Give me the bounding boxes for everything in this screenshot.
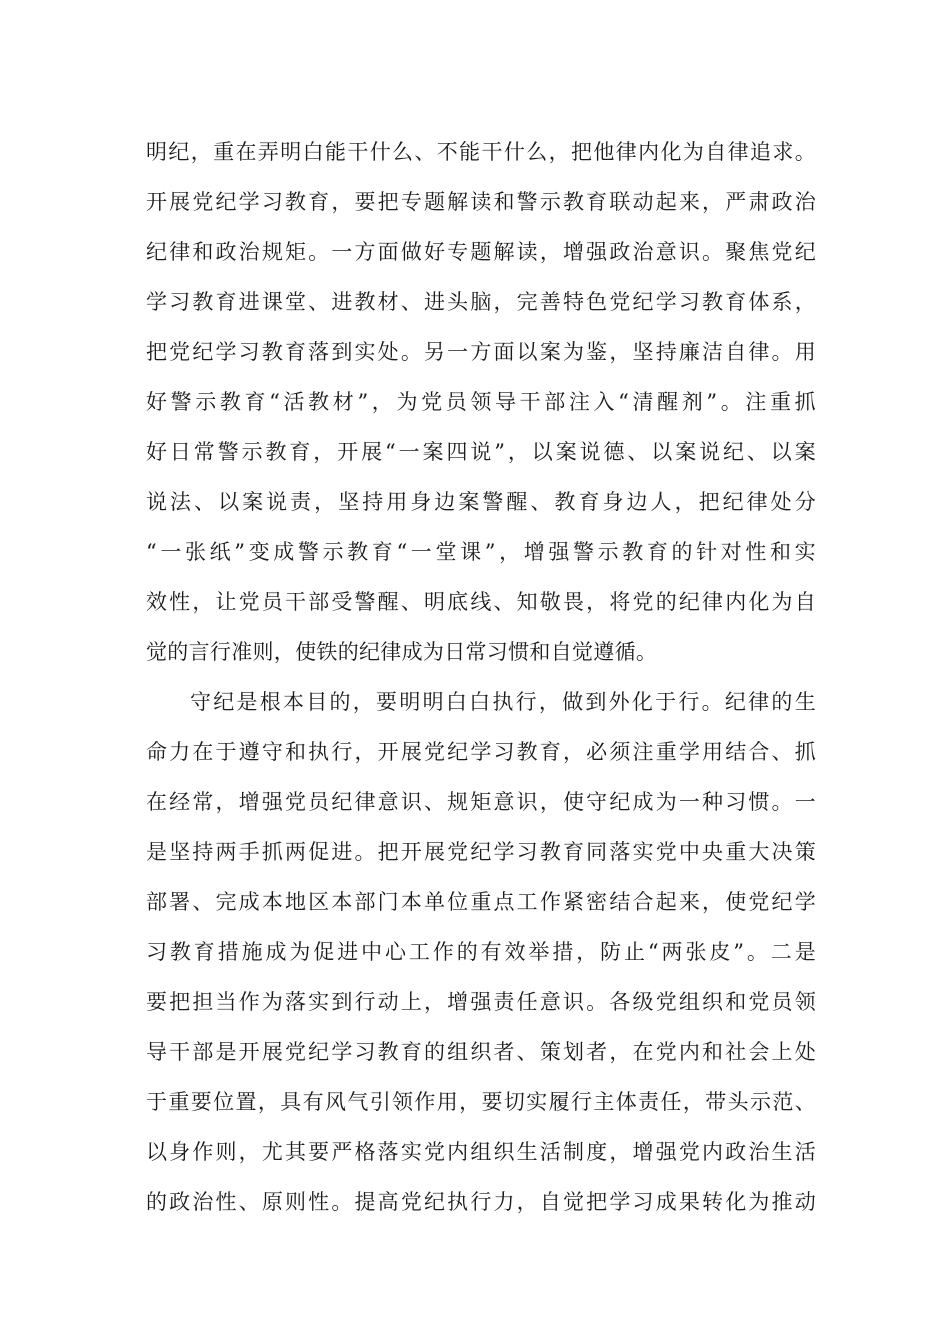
text-line: 要把担当作为落实到行动上，增强责任意识。各级党组织和党员领: [146, 990, 816, 1014]
text-line: 部署、完成本地区本部门本单位重点工作紧密结合起来，使党纪学: [146, 890, 816, 914]
text-line: “一张纸”变成警示教育“一堂课”，增强警示教育的针对性和实: [146, 540, 816, 564]
text-line: 学习教育进课堂、进教材、进头脑，完善特色党纪学习教育体系，: [146, 290, 816, 314]
text-line: 习教育措施成为促进中心工作的有效举措，防止“两张皮”。二是: [146, 940, 816, 964]
text-line: 说法、以案说责，坚持用身边案警醒、教育身边人，把纪律处分: [146, 490, 816, 514]
text-line: 效性，让党员干部受警醒、明底线、知敬畏，将党的纪律内化为自: [146, 590, 816, 614]
text-line: 好警示教育“活教材”，为党员领导干部注入“清醒剂”。注重抓: [146, 390, 816, 414]
document-body: [146, 127, 816, 1227]
text-line: 以身作则，尤其要严格落实党内组织生活制度，增强党内政治生活: [146, 1140, 816, 1164]
text-line: 守纪是根本目的，要明明白白执行，做到外化于行。纪律的生: [190, 690, 816, 714]
text-line: 明纪，重在弄明白能干什么、不能干什么，把他律内化为自律追求。: [146, 140, 816, 164]
text-line: 命力在于遵守和执行，开展党纪学习教育，必须注重学用结合、抓: [146, 740, 816, 764]
paragraph-2: [146, 677, 816, 1227]
text-line: 开展党纪学习教育，要把专题解读和警示教育联动起来，严肃政治: [146, 190, 816, 214]
paragraph-1: [146, 127, 816, 677]
text-line: 觉的言行准则，使铁的纪律成为日常习惯和自觉遵循。: [146, 640, 658, 664]
text-line: 于重要位置，具有风气引领作用，要切实履行主体责任，带头示范、: [146, 1090, 816, 1114]
text-line: 好日常警示教育，开展“一案四说”，以案说德、以案说纪、以案: [146, 440, 816, 464]
text-line: 的政治性、原则性。提高党纪执行力，自觉把学习成果转化为推动: [146, 1190, 816, 1214]
text-line: 把党纪学习教育落到实处。另一方面以案为鉴，坚持廉洁自律。用: [146, 340, 816, 364]
text-line: 是坚持两手抓两促进。把开展党纪学习教育同落实党中央重大决策: [146, 840, 816, 864]
text-line: 纪律和政治规矩。一方面做好专题解读，增强政治意识。聚焦党纪: [146, 240, 816, 264]
text-line: 导干部是开展党纪学习教育的组织者、策划者，在党内和社会上处: [146, 1040, 816, 1064]
text-line: 在经常，增强党员纪律意识、规矩意识，使守纪成为一种习惯。一: [146, 790, 816, 814]
